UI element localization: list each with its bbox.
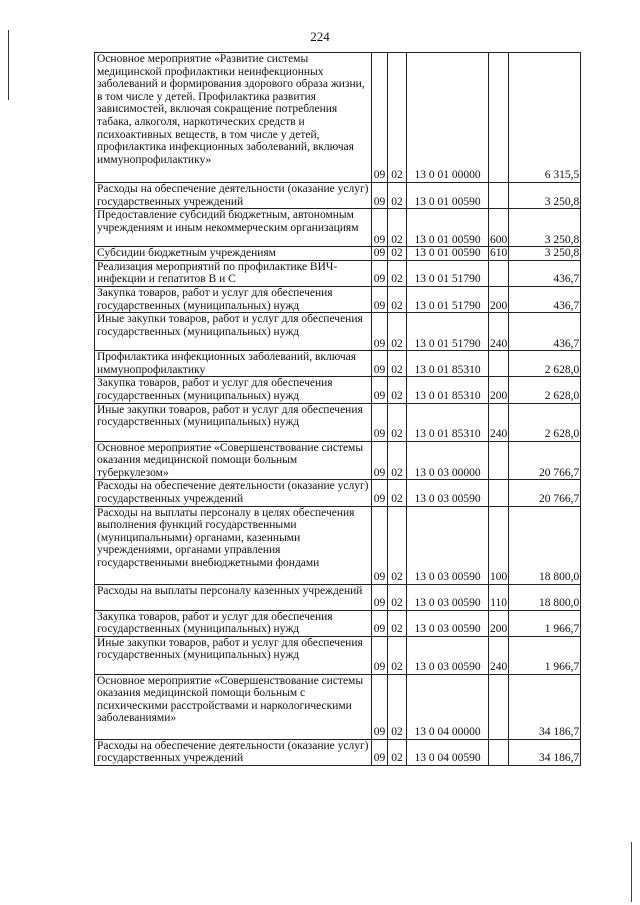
target-article-code: 13 0 01 51790	[407, 286, 489, 312]
expense-type-code: 200	[489, 610, 509, 636]
row-name: Расходы на выплаты персоналу казенных учреждений	[95, 584, 372, 610]
target-article-code: 13 0 03 00590	[407, 610, 489, 636]
subsection-code: 02	[388, 739, 407, 765]
row-name: Расходы на обеспечение деятельности (оказание услуг) государственных учреждений	[95, 183, 372, 209]
table-row	[95, 480, 581, 506]
expense-type-code	[489, 441, 509, 480]
amount: 436,7	[509, 286, 581, 312]
amount: 2 628,0	[509, 351, 581, 377]
subsection-code: 02	[388, 351, 407, 377]
amount: 436,7	[509, 313, 581, 351]
amount: 1 966,7	[509, 610, 581, 636]
subsection-code: 02	[388, 506, 407, 584]
row-name: Закупка товаров, работ и услуг для обеспечения государственных (муниципальных) нужд	[95, 286, 372, 312]
target-article-code: 13 0 01 85310	[407, 377, 489, 403]
expense-type-code: 240	[489, 636, 509, 674]
subsection-code: 02	[388, 480, 407, 506]
subsection-code: 02	[388, 636, 407, 674]
section-code: 09	[372, 403, 388, 441]
section-code: 09	[372, 286, 388, 312]
row-name: Закупка товаров, работ и услуг для обеспечения государственных (муниципальных) нужд	[95, 377, 372, 403]
target-article-code: 13 0 01 51790	[407, 260, 489, 286]
subsection-code: 02	[388, 584, 407, 610]
target-article-code: 13 0 01 00590	[407, 247, 489, 261]
expense-type-code: 240	[489, 403, 509, 441]
target-article-code: 13 0 03 00000	[407, 441, 489, 480]
section-code: 09	[372, 739, 388, 765]
subsection-code: 02	[388, 53, 407, 183]
row-name: Иные закупки товаров, работ и услуг для обеспечения государственных (муниципальных) нужд	[95, 636, 372, 674]
table-row	[95, 183, 581, 209]
table-row	[95, 313, 581, 351]
subsection-code: 02	[388, 260, 407, 286]
subsection-code: 02	[388, 286, 407, 312]
table-row	[95, 584, 581, 610]
amount: 3 250,8	[509, 247, 581, 261]
section-code: 09	[372, 53, 388, 183]
subsection-code: 02	[388, 183, 407, 209]
target-article-code: 13 0 01 51790	[407, 313, 489, 351]
expense-type-code: 110	[489, 584, 509, 610]
scan-edge-right	[631, 842, 632, 902]
amount: 18 800,0	[509, 506, 581, 584]
table-row	[95, 247, 581, 261]
expense-type-code	[489, 674, 509, 739]
section-code: 09	[372, 260, 388, 286]
table-row	[95, 674, 581, 739]
table-row	[95, 351, 581, 377]
expense-type-code	[489, 53, 509, 183]
subsection-code: 02	[388, 403, 407, 441]
table-row	[95, 286, 581, 312]
expense-type-code: 610	[490, 247, 508, 260]
amount: 34 186,7	[509, 739, 581, 765]
amount: 1 966,7	[509, 636, 581, 674]
expense-type-code	[489, 183, 509, 209]
row-name: Основное мероприятие «Совершенствование системы оказания медицинской помощи больным туберкулезом»	[95, 441, 372, 480]
section-code: 09	[372, 636, 388, 674]
expense-type-code: 600	[489, 209, 509, 247]
table-row	[95, 610, 581, 636]
amount: 2 628,0	[509, 403, 581, 441]
row-name: Реализация мероприятий по профилактике ВИЧ-инфекции и гепатитов В и С	[95, 260, 372, 286]
section-code: 09	[372, 209, 388, 247]
target-article-code: 13 0 01 85310	[407, 351, 489, 377]
row-name: Предоставление субсидий бюджетным, автономным учреждениям и иным некоммерческим организациям	[95, 209, 372, 247]
table-row	[95, 506, 581, 584]
amount: 34 186,7	[509, 674, 581, 739]
amount: 3 250,8	[509, 183, 581, 209]
expense-type-code: 200	[489, 377, 509, 403]
target-article-code: 13 0 03 00590	[407, 480, 489, 506]
expense-type-code	[489, 480, 509, 506]
section-code: 09	[372, 674, 388, 739]
budget-table	[94, 52, 581, 766]
subsection-code: 02	[388, 247, 407, 261]
target-article-code: 13 0 03 00590	[407, 506, 489, 584]
expense-type-code	[489, 351, 509, 377]
section-code: 09	[372, 313, 388, 351]
row-name: Расходы на выплаты персоналу в целях обеспечения выполнения функций государственными (муниципальными) органами, казенными учреждениями, органами управления государственными внебюджетными фондами	[95, 506, 372, 584]
table-row	[95, 403, 581, 441]
section-code: 09	[372, 377, 388, 403]
page-number: 224	[310, 29, 330, 44]
section-code: 09	[372, 610, 388, 636]
expense-type-code: 100	[489, 506, 509, 584]
target-article-code: 13 0 01 00590	[407, 209, 489, 247]
subsection-code: 02	[388, 313, 407, 351]
table-row	[95, 377, 581, 403]
table-row	[95, 636, 581, 674]
amount: 6 315,5	[509, 53, 581, 183]
row-name: Расходы на обеспечение деятельности (оказание услуг) государственных учреждений	[95, 480, 372, 506]
target-article-code: 13 0 01 85310	[407, 403, 489, 441]
section-code: 09	[372, 584, 388, 610]
section-code: 09	[372, 480, 388, 506]
subsection-code: 02	[388, 610, 407, 636]
section-code: 09	[372, 441, 388, 480]
table-row	[95, 441, 581, 480]
amount: 18 800,0	[509, 584, 581, 610]
row-name: Закупка товаров, работ и услуг для обеспечения государственных (муниципальных) нужд	[95, 610, 372, 636]
table-row	[95, 209, 581, 247]
table-row	[95, 53, 581, 183]
row-name: Иные закупки товаров, работ и услуг для обеспечения государственных (муниципальных) нужд	[95, 313, 372, 351]
expense-type-code: 240	[489, 313, 509, 351]
section-code: 09	[372, 506, 388, 584]
expense-type-code	[489, 739, 509, 765]
subsection-code: 02	[388, 441, 407, 480]
row-name: Основное мероприятие «Развитие системы медицинской профилактики неинфекционных заболеваний и формирования здорового образа жизни, в том числе у детей. Профилактика развития зависимостей, включая сокращение потребления табака, алкоголя, наркотических средств и психоактивных веществ, в том числе у детей, профилактика инфекционных заболеваний, включая иммунопрофилактику»	[95, 53, 372, 183]
row-name: Основное мероприятие «Совершенствование системы оказания медицинской помощи больным с психическими расстройствами и наркологическими заболеваниями»	[95, 674, 372, 739]
section-code: 09	[372, 247, 388, 261]
amount: 20 766,7	[509, 480, 581, 506]
table-row	[95, 739, 581, 765]
target-article-code: 13 0 04 00000	[407, 674, 489, 739]
subsection-code: 02	[388, 377, 407, 403]
target-article-code: 13 0 01 00590	[407, 183, 489, 209]
target-article-code: 13 0 04 00590	[407, 739, 489, 765]
target-article-code: 13 0 01 00000	[407, 53, 489, 183]
section-code: 09	[372, 183, 388, 209]
target-article-code: 13 0 03 00590	[407, 636, 489, 674]
row-name: Иные закупки товаров, работ и услуг для обеспечения государственных (муниципальных) нужд	[95, 403, 372, 441]
expense-type-code	[489, 260, 509, 286]
table-row	[95, 260, 581, 286]
target-article-code: 13 0 03 00590	[407, 584, 489, 610]
row-name: Профилактика инфекционных заболеваний, включая иммунопрофилактику	[95, 351, 372, 377]
row-name: Субсидии бюджетным учреждениям	[95, 247, 372, 261]
subsection-code: 02	[388, 674, 407, 739]
amount: 2 628,0	[509, 377, 581, 403]
amount: 436,7	[509, 260, 581, 286]
row-name: Расходы на обеспечение деятельности (оказание услуг) государственных учреждений	[95, 739, 372, 765]
amount: 20 766,7	[509, 441, 581, 480]
amount: 3 250,8	[509, 209, 581, 247]
subsection-code: 02	[388, 209, 407, 247]
section-code: 09	[372, 351, 388, 377]
expense-type-code: 200	[489, 286, 509, 312]
